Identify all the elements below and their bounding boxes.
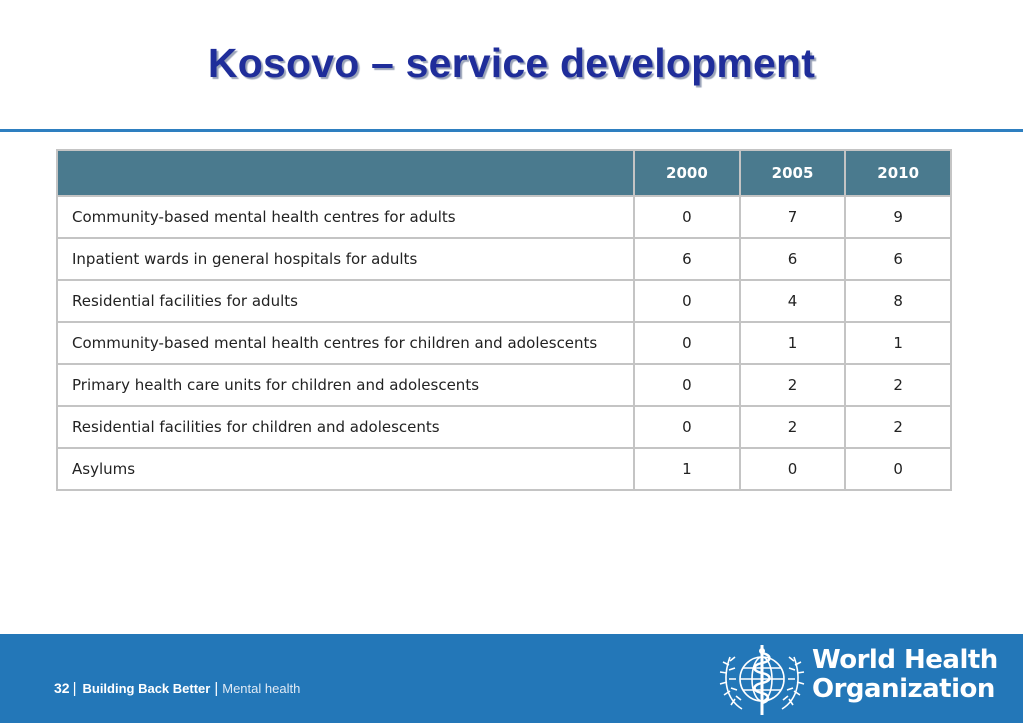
cell-2010: 9 <box>845 196 951 238</box>
cell-2000: 0 <box>634 196 740 238</box>
organization-name-line1: World Health <box>812 645 998 675</box>
organization-name-line2: Organization <box>812 674 995 704</box>
table-row <box>57 280 951 322</box>
cell-2005: 4 <box>740 280 846 322</box>
organization-name <box>812 646 998 704</box>
footer-caption <box>54 680 300 697</box>
cell-2005: 6 <box>740 238 846 280</box>
table-row <box>57 448 951 490</box>
cell-2000: 1 <box>634 448 740 490</box>
column-header-2005: 2005 <box>740 150 846 196</box>
footer-separator: | <box>72 680 77 697</box>
cell-2005: 1 <box>740 322 846 364</box>
column-header-2000: 2000 <box>634 150 740 196</box>
cell-2010: 0 <box>845 448 951 490</box>
footer-separator: | <box>214 680 219 697</box>
table-row <box>57 238 951 280</box>
table-row <box>57 406 951 448</box>
cell-2005: 2 <box>740 406 846 448</box>
cell-2010: 2 <box>845 406 951 448</box>
table-row <box>57 322 951 364</box>
slide-title: Kosovo – service development <box>207 40 816 86</box>
footer-band <box>0 634 1023 723</box>
table-row <box>57 364 951 406</box>
row-label: Community-based mental health centres for children and adolescents <box>57 322 634 364</box>
cell-2010: 8 <box>845 280 951 322</box>
column-header-label <box>57 150 634 196</box>
service-development-table <box>56 149 952 491</box>
row-label: Residential facilities for adults <box>57 280 634 322</box>
row-label: Community-based mental health centres for adults <box>57 196 634 238</box>
cell-2000: 6 <box>634 238 740 280</box>
cell-2005: 2 <box>740 364 846 406</box>
row-label: Residential facilities for children and adolescents <box>57 406 634 448</box>
who-emblem-icon <box>718 639 806 719</box>
cell-2010: 1 <box>845 322 951 364</box>
page-number: 32 <box>54 680 70 696</box>
cell-2010: 6 <box>845 238 951 280</box>
topic-title: Mental health <box>222 681 301 696</box>
cell-2010: 2 <box>845 364 951 406</box>
column-header-2010: 2010 <box>845 150 951 196</box>
cell-2005: 0 <box>740 448 846 490</box>
title-divider <box>0 129 1023 132</box>
table-header-row <box>57 150 951 196</box>
table-row <box>57 196 951 238</box>
row-label: Inpatient wards in general hospitals for adults <box>57 238 634 280</box>
series-title: Building Back Better <box>82 681 211 696</box>
cell-2000: 0 <box>634 280 740 322</box>
row-label: Primary health care units for children and adolescents <box>57 364 634 406</box>
cell-2005: 7 <box>740 196 846 238</box>
cell-2000: 0 <box>634 364 740 406</box>
row-label: Asylums <box>57 448 634 490</box>
cell-2000: 0 <box>634 406 740 448</box>
cell-2000: 0 <box>634 322 740 364</box>
